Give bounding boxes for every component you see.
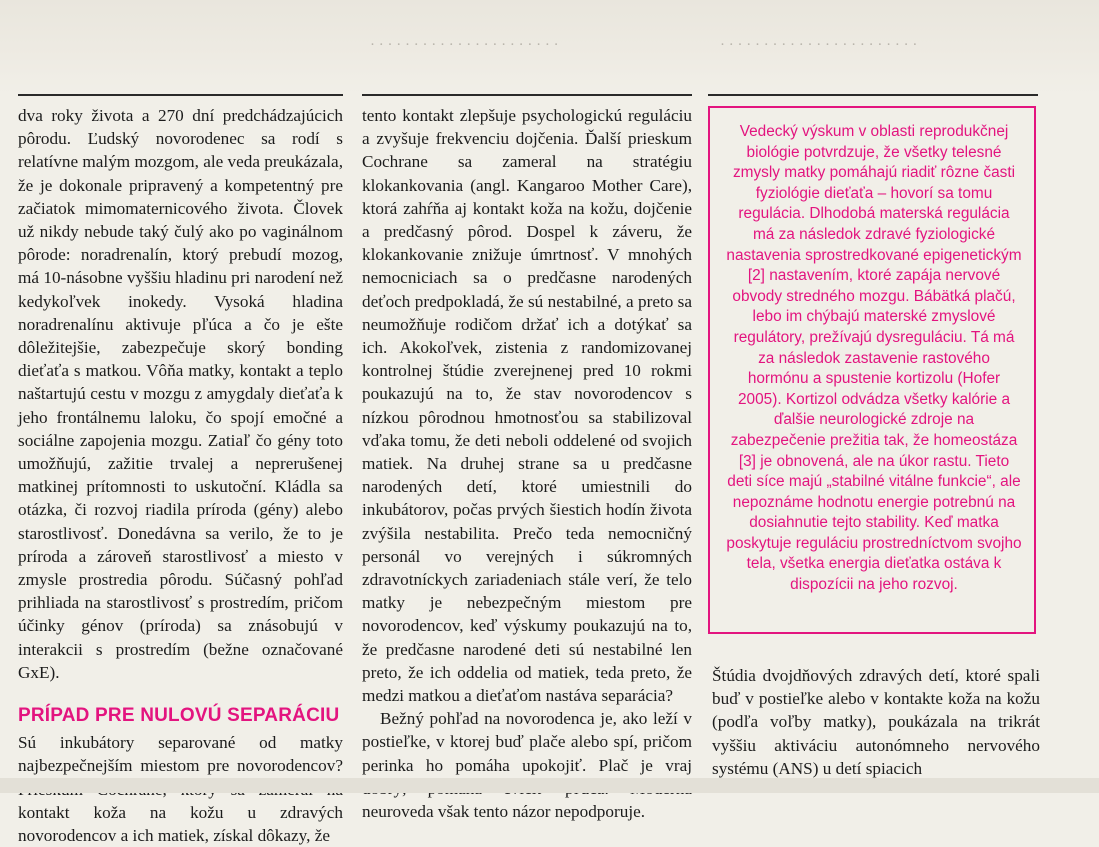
column-1 bbox=[18, 104, 343, 847]
column-2-paragraph: Bežný pohľad na novorodenca je, ako leží v postieľke, v ktorej buď plače alebo spí, pričom perinka ho pomáha upokojiť. Plač je vraj neuroveda však tento názor nepodporuje. bbox=[362, 709, 692, 822]
top-rule bbox=[18, 94, 343, 96]
column-3-paragraph: Štúdia dvojdňových zdravých detí, ktoré spali buď v postieľke alebo v kontakte koža na kožu (podľa voľby matky), poukázala na trikrát vyššiu aktiváciu autonómneho nervového systému (ANS) u detí spiacich bbox=[712, 666, 1040, 778]
show-through-text: · · · · · · · · · · · · · · · · · · · · · · bbox=[370, 37, 559, 53]
page-bottom-edge bbox=[0, 778, 1099, 793]
column-1-paragraph: Sú inkubátory separované od matky najbezpečnejším miestom pre novorodencov? kontakt koža na kožu u zdravých novorodencov a ich matiek, získal dôkazy, že bbox=[18, 733, 343, 846]
callout-text: Vedecký výskum v oblasti reprodukčnej biológie potvrdzuje, že všetky telesné zmysly matky pomáhajú riadiť rôzne časti fyziológie dieťaťa – hovorí sa tomu regulácia. Dlhodobá materská regulácia má za následok zdravé fyziologické nastavenia sprostredkované epigenetickým [2] nastavením, ktoré zapája nervové obvody stredného mozgu. Bábätká plačú, lebo im chýbajú materské zmyslové regulátory, prežívajú dysreguláciu. Tá má za následok zastavenie rastového hormónu a spustenie kortizolu (Hofer 2005). Kortizol odvádza všetky kalórie a ďalšie neurologické zdroje na zabezpečenie prežitia tak, že homeostáza [3] je obnovená, ale na úkor rastu. Tieto deti síce majú „stabilné vitálne funkcie“, ale nepoznáme hodnotu energie potrebnú na dosiahnutie tejto stability. Keď matka poskytuje reguláciu prostredníctvom svojho tela, všetka energia dieťatka ostáva k dispozícii na jeho rozvoj. bbox=[726, 123, 1022, 594]
top-rule bbox=[708, 94, 1038, 96]
show-through-text: · · · · · · · · · · · · · · · · · · · · · · · bbox=[720, 37, 918, 53]
top-rule bbox=[362, 94, 692, 96]
column-1-paragraph: dva roky života a 270 dní predchádzajúcich pôrodu. Ľudský novorodenec sa rodí s relatívne malým mozgom, ale veda preukázala, že je dokonale pripravený a kompetentný pre začiatok mimomaternicového života. Človek už nikdy nebude taký čulý ako po vaginálnom pôrode: noradrenalín, ktorý prebudí mozog, má 10-násobne vyššiu hladinu pri narodení než kedykoľvek inokedy. Vysoká hladina noradrenalínu aktivuje pľúca a čo je ešte dôležitejšie, zabezpečuje skorý bonding dieťaťa s matkou. Vôňa matky, kontakt a teplo naštartujú cestu v mozgu z amygdaly dieťaťa k jeho frontálnemu laloku, čo spojí emočné a sociálne zapojenia mozgu. Zatiaľ čo gény toto umožňujú, zažitie trvalej a neprerušenej matkinej prítomnosti to uskutoční. Kládla sa otázka, či rozvoj riadila príroda (gény) alebo starostlivosť. Donedávna sa verilo, že to je príroda a zároveň starostlivosť a miesto v zmysle prostredia pôrodu. Súčasný pohľad prihliada na starostlivosť s prostredím, pričom účinky génov (príroda) sa znásobujú v interakcii s prostredím (bežne označované GxE). bbox=[18, 106, 343, 682]
column-3 bbox=[712, 664, 1040, 780]
column-2-paragraph: tento kontakt zlepšuje psychologickú reguláciu a zvyšuje frekvenciu dojčenia. Ďalší prieskum Cochrane sa zameral na stratégiu klokankovania (angl. Kangaroo Mother Care), ktorá zahŕňa aj kontakt koža na kožu, dojčenie a predčasný pôrod. Dospel k záveru, že klokankovanie znižuje úmrtnosť. V mnohých nemocniciach sa o predčasne narodených deťoch predpokladá, že sú nestabilné, a preto sa neumožňuje rodičom držať ich a dotýkať sa ich. Akokoľvek, zistenia z randomizovanej kontrolnej štúdie zverejnenej pred 10 rokmi poukazujú na to, že stav novorodencov s nízkou pôrodnou hmotnosťou sa stabilizoval vďaka tomu, že deti neboli oddelené od svojich matiek. Na druhej strane sa u predčasne narodených detí, ktoré umiestnili do inkubátorov, počas prvých šiestich hodín života zvýšila nestabilita. Prečo teda nemocničný personál vo verejných i súkromných zdravotníckych zariadeniach stále verí, že telo matky je nebezpečným miestom pre novorodencov, keď výskumy poukazujú na to, že predčasne narodené deti sú nestabilné len preto, že ich oddelia od matiek, teda preto, že medzi matkou a dieťaťom nastáva separácia? bbox=[362, 106, 692, 706]
section-heading: PRÍPAD PRE NULOVÚ SEPARÁCIU bbox=[18, 705, 340, 727]
column-2 bbox=[362, 104, 692, 823]
